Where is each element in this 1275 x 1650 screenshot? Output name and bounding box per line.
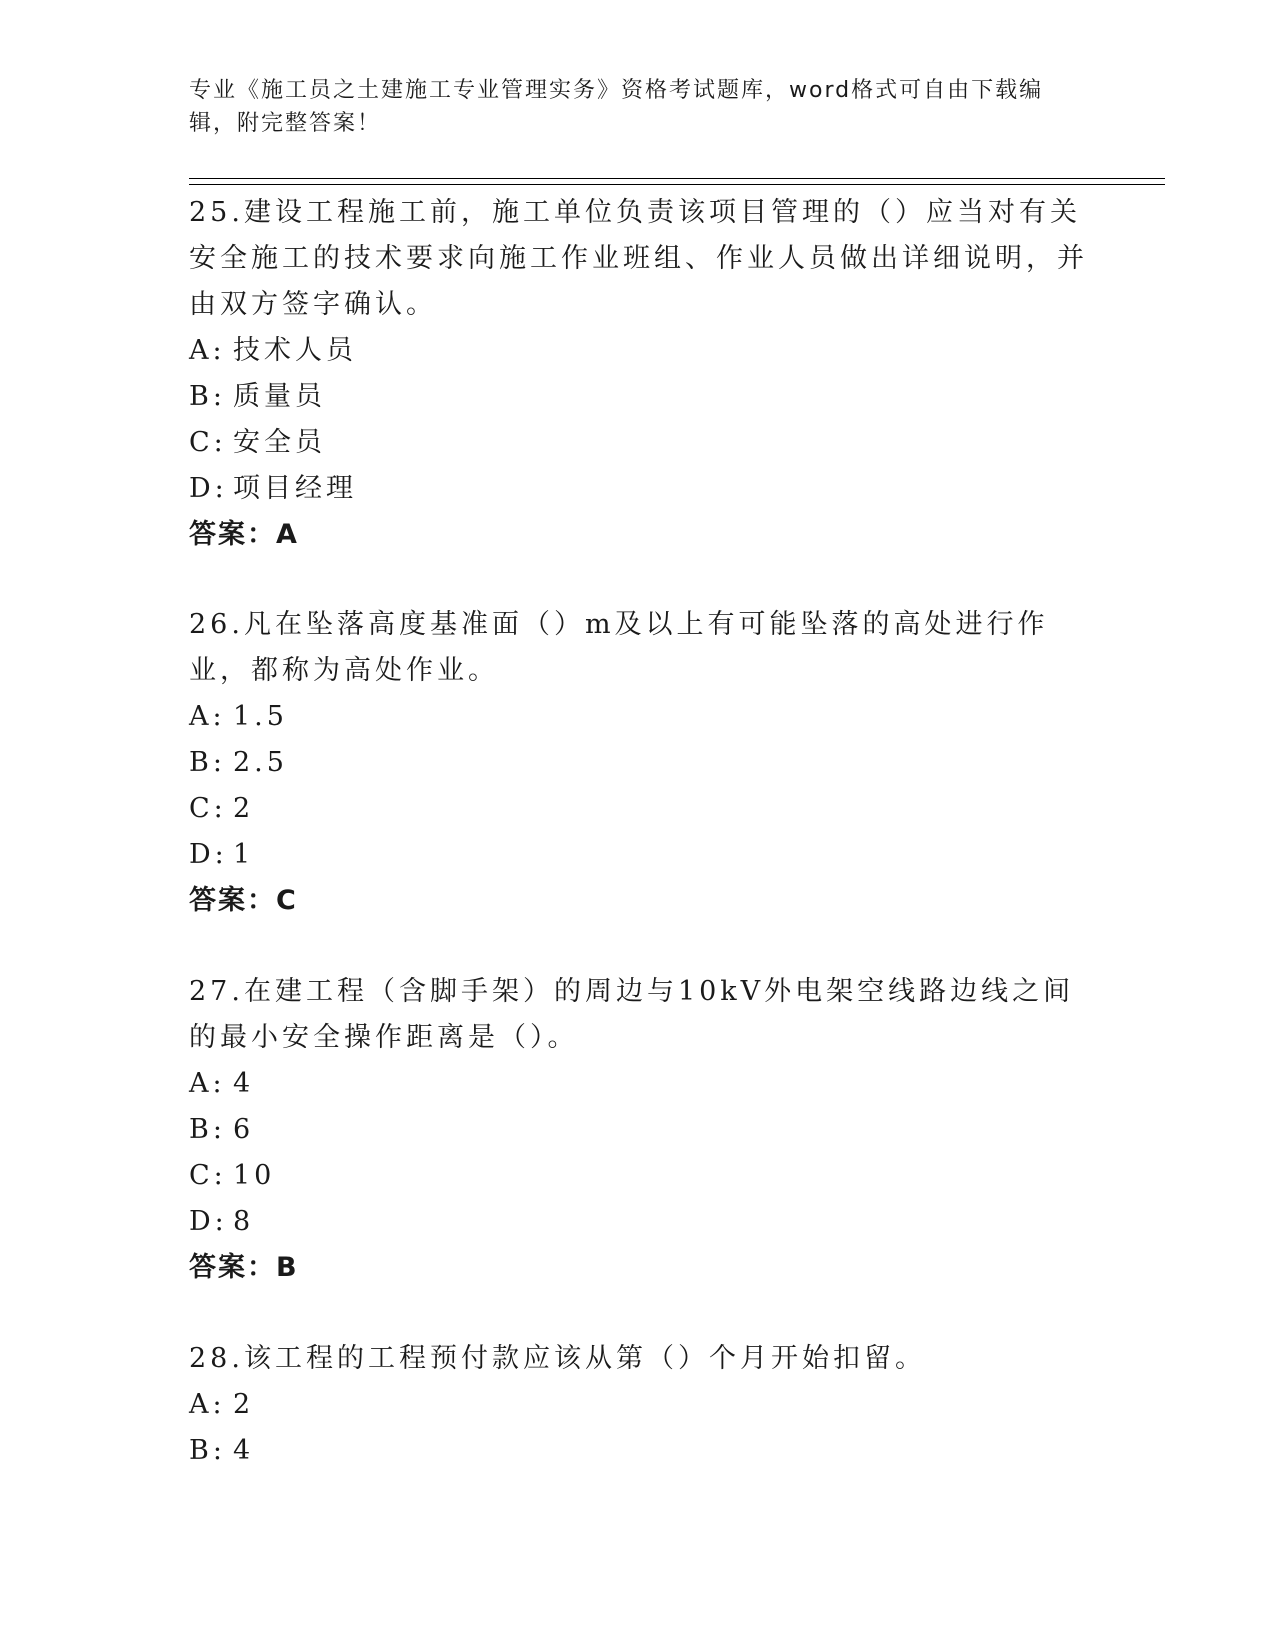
question-stem: 26.凡在坠落高度基准面（）m及以上有可能坠落的高处进行作业，都称为高处作业。: [189, 609, 1049, 686]
option-text: 4: [233, 1435, 255, 1466]
option-a: [189, 328, 1089, 374]
answer: 答案：C: [189, 885, 298, 916]
option-text: 安全员: [233, 427, 326, 458]
option-b: [189, 740, 1089, 786]
question-stem: 27.在建工程（含脚手架）的周边与10kV外电架空线路边线之间的最小安全操作距离是（）。: [189, 976, 1075, 1053]
option-d: [189, 466, 1089, 512]
option-text: 2.5: [233, 747, 288, 778]
option-b: [189, 1107, 1089, 1153]
question-stem: 28.该工程的工程预付款应该从第（）个月开始扣留。: [189, 1343, 926, 1374]
option-text: 质量员: [233, 381, 326, 412]
header-divider-bottom: [189, 184, 1165, 185]
option-a: [189, 1061, 1089, 1107]
option-label: D:: [189, 839, 228, 870]
option-d: [189, 1199, 1089, 1245]
option-label: D:: [189, 473, 228, 504]
option-label: A:: [189, 1389, 226, 1420]
option-text: 6: [233, 1114, 255, 1145]
question-26: [189, 602, 1089, 924]
answer: 答案：A: [189, 519, 299, 550]
option-label: D:: [189, 1206, 228, 1237]
option-c: [189, 786, 1089, 832]
document-header: 专业《施工员之土建施工专业管理实务》资格考试题库，word格式可自由下载编辑，附完整答案！: [189, 78, 1044, 136]
option-label: A:: [189, 701, 226, 732]
option-text: 技术人员: [233, 335, 357, 366]
option-d: [189, 832, 1089, 878]
option-label: B:: [189, 1435, 226, 1466]
question-27: [189, 969, 1089, 1291]
option-text: 项目经理: [233, 473, 357, 504]
option-label: B:: [189, 381, 226, 412]
option-label: B:: [189, 747, 226, 778]
option-label: B:: [189, 1114, 226, 1145]
question-25: [189, 190, 1089, 558]
option-label: A:: [189, 335, 226, 366]
option-text: 10: [233, 1160, 276, 1191]
option-label: C:: [189, 1160, 227, 1191]
option-text: 4: [233, 1068, 255, 1099]
option-label: C:: [189, 427, 227, 458]
option-label: C:: [189, 793, 227, 824]
option-c: [189, 420, 1089, 466]
option-label: A:: [189, 1068, 226, 1099]
option-text: 2: [233, 1389, 255, 1420]
header-divider-top: [189, 178, 1165, 179]
option-c: [189, 1153, 1089, 1199]
option-b: [189, 374, 1089, 420]
option-b: [189, 1428, 1089, 1474]
answer: 答案：B: [189, 1252, 299, 1283]
option-text: 1.5: [233, 701, 288, 732]
option-text: 2: [233, 793, 255, 824]
option-a: [189, 1382, 1089, 1428]
question-28: [189, 1336, 1089, 1474]
question-stem: 25.建设工程施工前，施工单位负责该项目管理的（）应当对有关安全施工的技术要求向施工作业班组、作业人员做出详细说明，并由双方签字确认。: [189, 197, 1088, 320]
option-a: [189, 694, 1089, 740]
option-text: 1: [233, 839, 255, 870]
option-text: 8: [233, 1206, 255, 1237]
